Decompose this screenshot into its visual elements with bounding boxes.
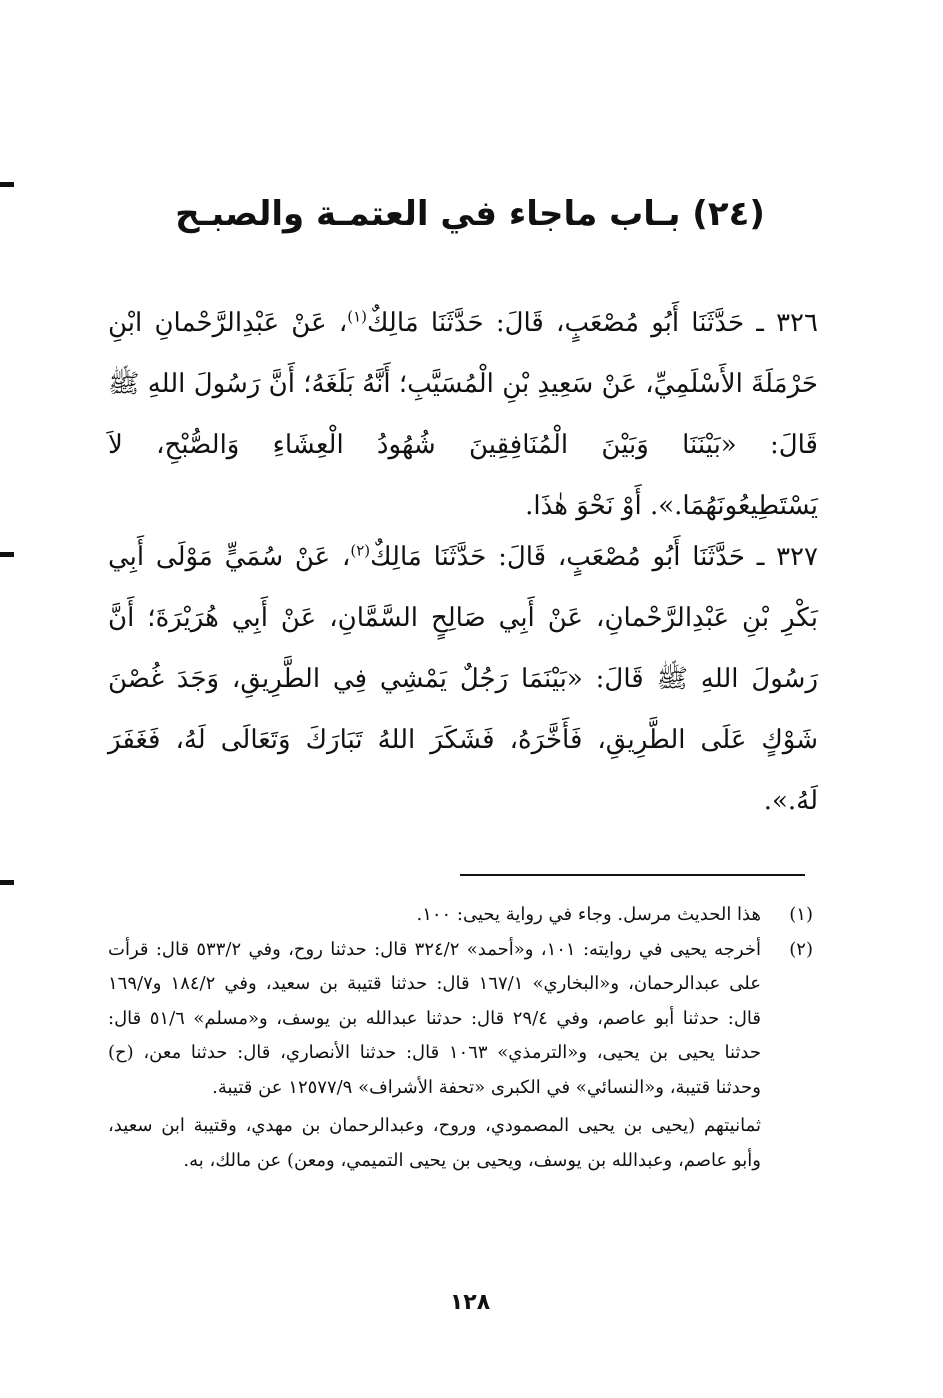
footnotes: [108, 898, 813, 1178]
hadith-text: ٣٢٧ ـ حَدَّثَنَا أَبُو مُصْعَبٍ، قَالَ: حَدَّثَنَا مَالِكٌ: [370, 542, 818, 572]
edge-mark: [0, 182, 14, 187]
edge-mark: [0, 880, 14, 885]
hadith-text: ، عَنْ عَبْدِالرَّحْمانِ ابْنِ حَرْمَلَةَ الأَسْلَمِيِّ، عَنْ سَعِيدِ بْنِ الْمُسَيَّبِ؛ أَنَّهُ بَلَغَهُ؛ أَنَّ رَسُولَ اللهِ ﷺ قَالَ: «بَيْنَنَا وَبَيْنَ الْمُنَافِقِينَ شُهُودُ الْعِشَاءِ وَالصُّبْحِ، لاَ يَسْتَطِيعُونَهُمَا.». أَوْ نَحْوَ هٰذَا.: [108, 308, 818, 521]
edge-mark: [0, 552, 14, 557]
footnote-text: أخرجه يحيى في روايته: ١٠١، و«أحمد» ٣٢٤/٢ قال: حدثنا روح، وفي ٥٣٣/٢ قال: قرأت على عبدالرحمان، و«البخاري» ١٦٧/١ قال: حدثنا قتيبة بن سعيد، وفي ١٨٤/٢ و١٦٩/٧ قال: حدثنا أبو عاصم، وفي ٢٩/٤ قال: حدثنا عبدالله بن يوسف، و«مسلم» ٥١/٦ قال: حدثنا يحيى بن يحيى، و«الترمذي» ١٠٦٣ قال: حدثنا الأنصاري، قال: حدثنا معن، (ح) وحدثنا قتيبة، و«النسائي» في الكبرى «تحفة الأشراف» ١٢٥٧٧/٩ عن قتيبة.: [108, 938, 762, 1098]
footnote: [108, 898, 813, 933]
hadith-text: ٣٢٦ ـ حَدَّثَنَا أَبُو مُصْعَبٍ، قَالَ: حَدَّثَنَا مَالِكٌ: [367, 308, 818, 338]
footnote: [108, 933, 813, 1106]
footnote-number: (٢): [789, 938, 813, 960]
footnote-separator: [460, 874, 805, 876]
hadith-paragraph: [108, 527, 818, 832]
footnote-ref[interactable]: (٢): [350, 541, 371, 560]
footnote-number: (١): [789, 904, 813, 925]
hadith-text: ، عَنْ سُمَيٍّ مَوْلَى أَبِي بَكْرِ بْنِ عَبْدِالرَّحْمانِ، عَنْ أَبِي صَالِحٍ السَّمَّانِ، عَنْ أَبِي هُرَيْرَةَ؛ أَنَّ رَسُولَ اللهِ ﷺ قَالَ: «بَيْنَمَا رَجُلٌ يَمْشِي فِي الطَّرِيقِ، وَجَدَ غُصْنَ شَوْكٍ عَلَى الطَّرِيقِ، فَأَخَّرَهُ، فَشَكَرَ اللهُ تَبَارَكَ وَتَعَالَى لَهُ، فَغَفَرَ لَهُ.».: [108, 542, 818, 816]
footnote-ref[interactable]: (١): [347, 307, 367, 326]
chapter-title: (٢٤) بـاب ماجاء في العتمـة والصبـح: [175, 194, 765, 234]
footnote-continuation: ثمانيتهم (يحيى بن يحيى المصمودي، وروح، وعبدالرحمان بن مهدي، وقتيبة ابن سعيد، وأبو عاصم، وعبدالله بن يوسف، ويحيى بن يحيى التميمي، ومعن) عن مالك، به.: [108, 1115, 761, 1171]
hadith-paragraph: [108, 293, 818, 537]
footnote-text: هذا الحديث مرسل. وجاء في رواية يحيى: ١٠٠.: [416, 904, 761, 925]
page-number: ١٢٨: [449, 1290, 491, 1315]
